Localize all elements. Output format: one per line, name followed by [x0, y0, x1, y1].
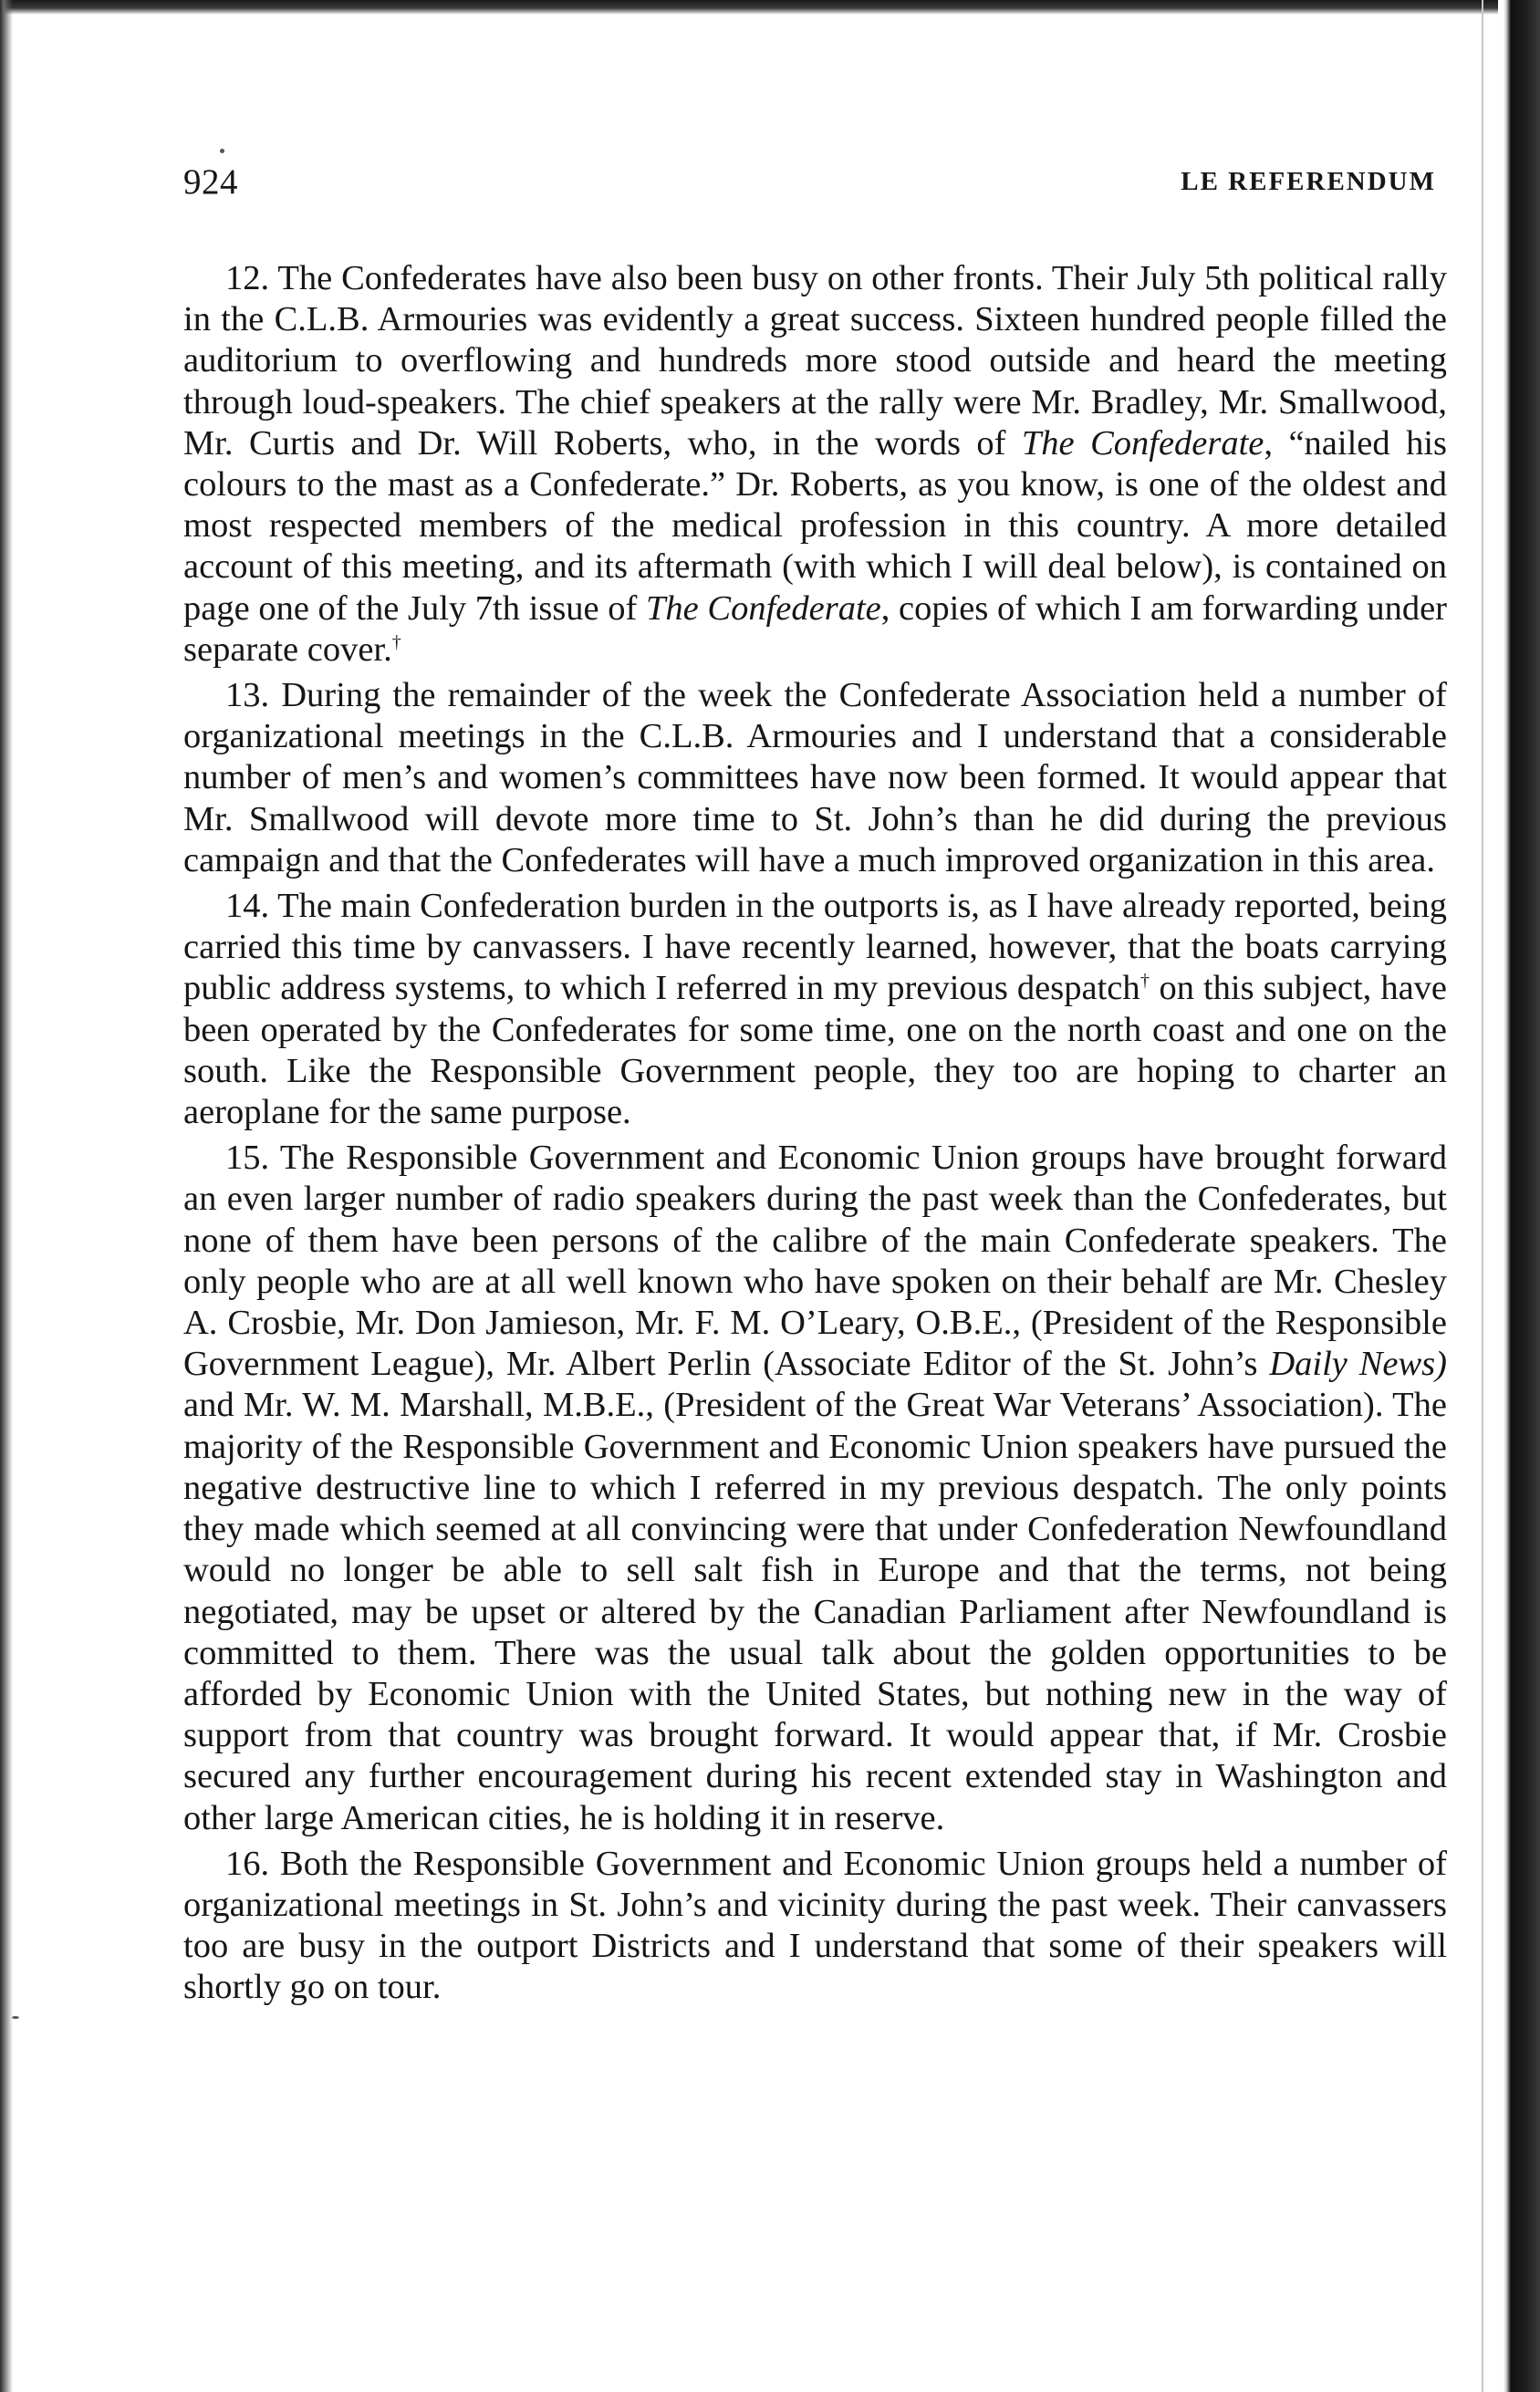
footnote-marker: †	[391, 632, 401, 652]
paragraph-number: 13.	[225, 676, 270, 715]
publication-title: The Confederate	[646, 588, 881, 628]
publication-title: Daily News)	[1269, 1345, 1447, 1384]
scan-speck	[12, 2016, 19, 2019]
text-segment: The Confederates have also been busy on other fronts. Their July 5th political rally in the C.L.B. Armouries was evidently a great success. Sixteen hundred people filled the auditorium to overflowing and hundreds more stood outside and heard the meeting through loud-speakers. The chief speakers at the rally were Mr. Bradley, Mr. Smallwood, Mr. Curtis and Dr. Will Roberts, who, in the words of	[183, 259, 1447, 463]
footnote-marker: †	[1139, 971, 1150, 992]
text-segment: on this subject, have been operated by the Confederates for some time, one on the north coast and one on the south. Like the Responsible Government people, they too are hoping to charter an aeroplane for the same purpose.	[183, 969, 1448, 1132]
text-segment: , “nailed his colours to the mast as a Confederate.” Dr. Roberts, as you know, is one of the oldest and most respected members of the medical profession in this country. A more detailed account of this meeting, and its aftermath (with which I will deal below), is contained on page one of the July 7th issue of	[183, 423, 1447, 628]
paragraph-number: 15.	[225, 1139, 270, 1178]
paragraph-12	[183, 258, 1447, 671]
scan-right-edge	[1498, 0, 1540, 2392]
publication-title: The Confederate	[1021, 423, 1264, 463]
paragraph-15	[183, 1138, 1447, 1838]
text-segment: Both the Responsible Government and Economic Union groups held a number of organizational meetings in St. John’s and vicinity during the past week. Their canvassers too are busy in the outport Districts and I understand that some of their speakers will shortly go on tour.	[183, 1844, 1448, 2007]
body-text	[183, 258, 1447, 2013]
paragraph-14	[183, 886, 1447, 1133]
text-segment: , copies of which I am forwarding under separate cover.	[183, 588, 1447, 669]
paragraph-number: 12.	[225, 259, 270, 297]
scan-top-edge	[0, 0, 1540, 15]
scan-speck	[220, 149, 224, 153]
paragraph-13	[183, 675, 1447, 881]
page-header	[183, 161, 1436, 216]
paragraph-number: 16.	[225, 1844, 270, 1883]
text-segment: During the remainder of the week the Confederate Association held a number of organizational meetings in the C.L.B. Armouries and I understand that a considerable number of men’s and women’s committees have now been formed. It would appear that Mr. Smallwood will devote more time to St. John’s than he did during the previous campaign and that the Confederates will have a much improved organization in this area.	[183, 676, 1448, 879]
paragraph-number: 14.	[225, 887, 270, 926]
text-segment: The Responsible Government and Economic Union groups have brought forward an even larger number of radio speakers during the past week than the Confederates, but none of them have been persons of the calibre of the main Confederate speakers. The only people who are at all well known who have spoken on their behalf are Mr. Chesley A. Crosbie, Mr. Don Jamieson, Mr. F. M. O’Leary, O.B.E., (President of the Responsible Government League), Mr. Albert Perlin (Associate Editor of the St. John’s	[183, 1139, 1447, 1384]
page-number: 924	[183, 162, 238, 202]
scan-left-edge	[0, 0, 13, 2392]
paragraph-16	[183, 1844, 1447, 2009]
text-segment: and Mr. W. M. Marshall, M.B.E., (President of the Great War Veterans’ Association). The majority of the Responsible Government and Economic Union speakers have pursued the negative destructive line to which I referred in my previous despatch. The only points they made which seemed at all convincing were that under Confederation Newfoundland would no longer be able to sell salt fish in Europe and that the terms, not being negotiated, may be upset or altered by the Canadian Parliament after Newfoundland is committed to them. There was the usual talk about the golden opportunities to be afforded by Economic Union with the United States, but nothing new in the way of support from that country was brought forward. It would appear that, if Mr. Crosbie secured any further encouragement during his recent extended stay in Washington and other large American cities, he is holding it in reserve.	[183, 1386, 1447, 1837]
text-segment: The main Confederation burden in the outports is, as I have already reported, being carried this time by canvassers. I have recently learned, however, that the boats carrying public address systems, to which I referred in my previous despatch	[183, 887, 1447, 1008]
running-head: LE REFERENDUM	[1181, 167, 1436, 196]
scan-gutter-line	[1482, 0, 1483, 2392]
